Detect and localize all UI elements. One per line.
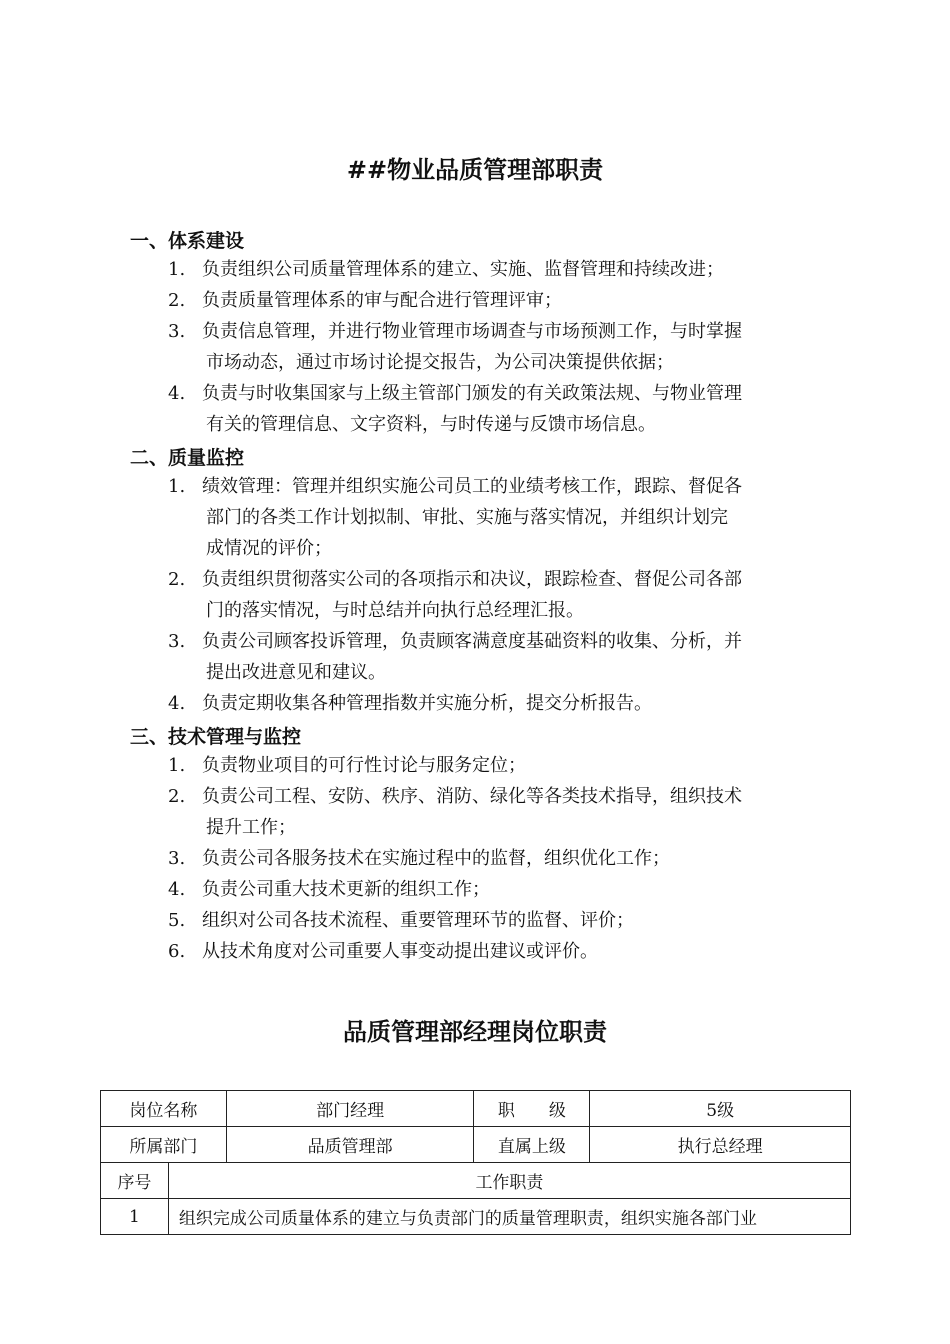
item-number: 5. (168, 910, 186, 931)
item-number: 4. (168, 879, 186, 900)
item-number: 2. (168, 569, 186, 590)
post-name-value: 部门经理 (226, 1091, 474, 1127)
item-number: 2. (168, 786, 186, 807)
list-item (168, 936, 828, 967)
item-text-line: 负责公司各服务技术在实施过程中的监督，组织优化工作； (202, 848, 670, 869)
dept-label: 所属部门 (101, 1127, 227, 1163)
list-item (168, 626, 828, 688)
superior-value: 执行总经理 (590, 1127, 851, 1163)
item-text-line: 负责组织公司质量管理体系的建立、实施、监督管理和持续改进； (202, 259, 724, 280)
table-row (101, 1199, 851, 1235)
item-text-line: 负责定期收集各种管理指数并实施分析，提交分析报告。 (202, 693, 652, 714)
grade-value: 5级 (590, 1091, 851, 1127)
list-item (168, 688, 828, 719)
item-number: 2. (168, 290, 186, 311)
list-item (168, 781, 828, 843)
document-title: ##物业品质管理部职责 (346, 156, 604, 184)
item-text-line: 负责公司重大技术更新的组织工作； (202, 879, 490, 900)
item-text-line: 门的落实情况，与时总结并向执行总经理汇报。 (206, 600, 584, 621)
list-item (168, 905, 828, 936)
table-row (101, 1091, 851, 1127)
item-text-line: 负责质量管理体系的审与配合进行管理评审； (202, 290, 562, 311)
item-text-line: 组织对公司各技术流程、重要管理环节的监督、评价； (202, 910, 634, 931)
item-number: 6. (168, 941, 186, 962)
item-number: 4. (168, 383, 186, 404)
superior-label: 直属上级 (474, 1127, 590, 1163)
item-text-line: 绩效管理：管理并组织实施公司员工的业绩考核工作，跟踪、督促各 (202, 476, 742, 497)
seq-header: 序号 (101, 1163, 169, 1199)
item-text-line: 负责组织贯彻落实公司的各项指示和决议，跟踪检查、督促公司各部 (202, 569, 742, 590)
table-row (101, 1163, 851, 1199)
item-text-line: 从技术角度对公司重要人事变动提出建议或评价。 (202, 941, 598, 962)
item-text-line: 负责公司顾客投诉管理，负责顾客满意度基础资料的收集、分析，并 (202, 631, 742, 652)
item-text-line: 有关的管理信息、文字资料，与时传递与反馈市场信息。 (206, 414, 656, 435)
list-item (168, 316, 828, 378)
list-item (168, 471, 828, 564)
dept-value: 品质管理部 (226, 1127, 474, 1163)
item-text-line: 提出改进意见和建议。 (206, 662, 386, 683)
item-text-line: 负责公司工程、安防、秩序、消防、绿化等各类技术指导，组织技术 (202, 786, 742, 807)
duty-header: 工作职责 (168, 1163, 850, 1199)
item-number: 3. (168, 321, 186, 342)
item-text-line: 负责物业项目的可行性讨论与服务定位； (202, 755, 526, 776)
list-item (168, 874, 828, 905)
section-heading: 三、技术管理与监控 (130, 726, 302, 748)
item-text-line: 负责与时收集国家与上级主管部门颁发的有关政策法规、与物业管理 (202, 383, 742, 404)
item-number: 4. (168, 693, 186, 714)
job-duties-title: 品质管理部经理岗位职责 (343, 1018, 607, 1046)
table-row (101, 1127, 851, 1163)
duty-text: 组织完成公司质量体系的建立与负责部门的质量管理职责，组织实施各部门业 (168, 1199, 850, 1235)
item-number: 1. (168, 755, 186, 776)
list-item (168, 564, 828, 626)
grade-label: 职 级 (474, 1091, 590, 1127)
list-item (168, 254, 828, 285)
item-text-line: 负责信息管理，并进行物业管理市场调查与市场预测工作，与时掌握 (202, 321, 742, 342)
item-number: 3. (168, 631, 186, 652)
item-text-line: 市场动态，通过市场讨论提交报告，为公司决策提供依据； (206, 352, 674, 373)
section-heading: 一、体系建设 (130, 230, 245, 252)
list-item (168, 843, 828, 874)
job-info-table (100, 1090, 851, 1235)
item-text-line: 提升工作； (206, 817, 296, 838)
item-number: 3. (168, 848, 186, 869)
list-item (168, 378, 828, 440)
item-text-line: 成情况的评价； (206, 538, 332, 559)
item-number: 1. (168, 259, 186, 280)
section-heading: 二、质量监控 (130, 447, 245, 469)
list-item (168, 750, 828, 781)
post-name-label: 岗位名称 (101, 1091, 227, 1127)
row-number: 1 (101, 1199, 169, 1235)
item-text-line: 部门的各类工作计划拟制、审批、实施与落实情况，并组织计划完 (206, 507, 728, 528)
item-number: 1. (168, 476, 186, 497)
list-item (168, 285, 828, 316)
